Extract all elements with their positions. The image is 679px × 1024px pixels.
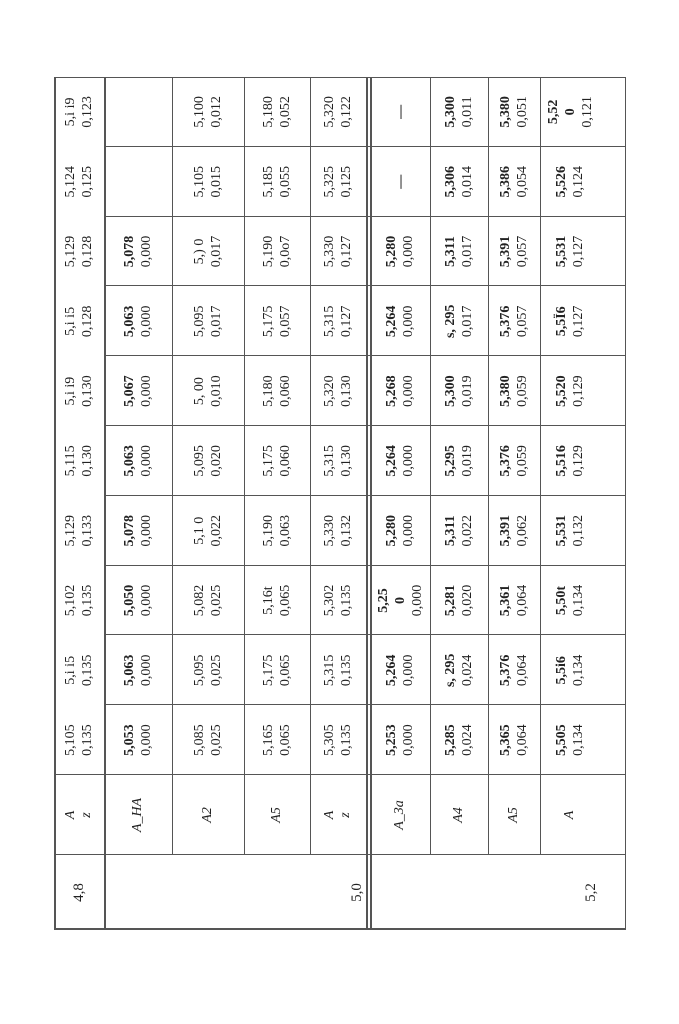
- cell-value: 5,5i6: [554, 656, 569, 685]
- cell-value: 5,380: [498, 375, 513, 407]
- cell-deviation: 0,132: [339, 514, 354, 547]
- cell-deviation: 0,060: [278, 375, 293, 407]
- column-divider: [104, 495, 626, 496]
- table-cell: [310, 217, 366, 287]
- table-cell: [54, 356, 104, 426]
- cell-deviation: 0,000: [139, 514, 154, 547]
- cell-value: 5,175: [261, 654, 276, 687]
- table-cell: [370, 286, 430, 356]
- cell-deviation: 0,132: [571, 514, 586, 547]
- cell-value: 5,124: [63, 165, 78, 198]
- cell-value: 5,105: [192, 165, 207, 198]
- column-divider: [104, 146, 626, 147]
- table-cell: [430, 566, 488, 636]
- table-cell: [310, 496, 366, 566]
- cell-value: 5,315: [322, 654, 337, 687]
- cell-deviation: 0,000: [409, 584, 425, 617]
- cell-deviation: 0,124: [571, 165, 586, 198]
- cell-value: 5,311: [443, 236, 458, 267]
- table-cell: [244, 566, 310, 636]
- cell-value: 5,320: [322, 375, 337, 407]
- table-cell: [430, 705, 488, 775]
- cell-value: 5,50t: [554, 585, 569, 616]
- cell-value: 5,053: [122, 724, 137, 756]
- cell-deviation: 0,128: [80, 235, 95, 268]
- table-cell: [172, 217, 244, 287]
- table-cell: [54, 147, 104, 217]
- cell-value: 5,52 0: [545, 99, 578, 125]
- cell-value: 5,i i9: [63, 97, 78, 127]
- param-label: A2: [200, 807, 215, 823]
- table-cell: [488, 566, 540, 636]
- table-cell: [244, 286, 310, 356]
- cell-deviation: 0,064: [515, 584, 530, 617]
- cell-value: 5,16t: [261, 586, 276, 615]
- cell-deviation: 0,135: [339, 584, 354, 617]
- cell-value: 5,078: [122, 514, 137, 547]
- cell-deviation: 0,017: [460, 235, 475, 268]
- cell-value: 5,180: [261, 96, 276, 128]
- cell-value: 5,129: [63, 235, 78, 268]
- table-border-bottom: [625, 77, 627, 930]
- cell-value: 5,376: [498, 305, 513, 338]
- table-cell: [172, 496, 244, 566]
- cell-value: —: [392, 174, 408, 189]
- cell-deviation: 0,017: [460, 305, 475, 338]
- cell-deviation: 0,000: [139, 654, 154, 687]
- cell-deviation: 0,000: [139, 724, 154, 756]
- table-cell: [104, 705, 172, 775]
- param-label: A_3a: [392, 800, 407, 830]
- cell-value: 5,115: [63, 445, 78, 477]
- cell-deviation: 0,134: [571, 724, 586, 756]
- cell-deviation: 0,024: [460, 654, 475, 687]
- table-cell: [430, 635, 488, 705]
- cell-value: 5,330: [322, 235, 337, 268]
- cell-deviation: 0,000: [139, 584, 154, 617]
- cell-deviation: 0,128: [80, 305, 95, 338]
- cell-value: 5,095: [192, 654, 207, 687]
- cell-deviation: 0,010: [209, 375, 224, 407]
- param-label: A5: [269, 807, 284, 823]
- cell-value: 5,380: [498, 96, 513, 128]
- cell-value: 5,063: [122, 445, 137, 477]
- cell-deviation: 0,134: [571, 654, 586, 687]
- cell-value: 5,391: [498, 235, 513, 268]
- cell-value: 5,361: [498, 584, 513, 617]
- table-cell: [488, 496, 540, 566]
- table-cell: [244, 426, 310, 496]
- column-divider: [104, 634, 626, 635]
- table-cell: [540, 356, 600, 426]
- cell-value: 5,095: [192, 445, 207, 477]
- table-cell: [54, 566, 104, 636]
- cell-value: 5,078: [122, 235, 137, 268]
- cell-value: 5,100: [192, 96, 207, 128]
- table-cell: [430, 217, 488, 287]
- cell-deviation: 0,135: [339, 654, 354, 687]
- table-cell: [172, 566, 244, 636]
- cell-deviation: 0,000: [401, 654, 416, 687]
- cell-deviation: 0,055: [278, 165, 293, 198]
- table-cell: [54, 217, 104, 287]
- cell-value: 5,376: [498, 654, 513, 687]
- cell-value: 5,281: [443, 584, 458, 617]
- table-cell: [172, 356, 244, 426]
- cell-deviation: 0,020: [209, 445, 224, 477]
- cell-deviation: 0,025: [209, 724, 224, 756]
- cell-value: 5,516: [554, 445, 569, 477]
- cell-deviation: 0,017: [209, 305, 224, 338]
- cell-value: 5,050: [122, 584, 137, 617]
- table-cell: [540, 77, 600, 147]
- table-cell: [104, 217, 172, 287]
- cell-deviation: 0,024: [460, 724, 475, 756]
- cell-deviation: 0,014: [460, 165, 475, 198]
- cell-deviation: 0,130: [80, 445, 95, 477]
- table-cell: [244, 77, 310, 147]
- cell-deviation: 0,059: [515, 445, 530, 477]
- table-cell: [430, 77, 488, 147]
- row-label: 4,8: [70, 883, 87, 902]
- table-cell: [310, 635, 366, 705]
- cell-value: —: [392, 104, 408, 119]
- cell-deviation: 0,011: [460, 96, 475, 128]
- table-cell: [104, 356, 172, 426]
- cell-value: 5,526: [554, 165, 569, 198]
- table-cell: [370, 426, 430, 496]
- table-cell: [54, 426, 104, 496]
- cell-value: 5,295: [443, 445, 458, 477]
- cell-value: 5,520: [554, 375, 569, 407]
- table-cell: [310, 705, 366, 775]
- table-cell: [488, 705, 540, 775]
- cell-deviation: 0,000: [401, 375, 416, 407]
- cell-deviation: 0,134: [571, 584, 586, 617]
- table-cell: [310, 426, 366, 496]
- table-cell: [54, 705, 104, 775]
- param-label: A5: [506, 807, 521, 823]
- cell-value: 5,376: [498, 445, 513, 477]
- cell-deviation: 0,122: [339, 96, 354, 128]
- table-cell: [370, 705, 430, 775]
- cell-deviation: 0,130: [339, 445, 354, 477]
- cell-value: 5,306: [443, 165, 458, 198]
- cell-deviation: 0,000: [401, 445, 416, 477]
- cell-deviation: 0,012: [209, 96, 224, 128]
- cell-value: 5,180: [261, 375, 276, 407]
- cell-value: 5,105: [63, 724, 78, 756]
- cell-deviation: 0,064: [515, 654, 530, 687]
- table-cell: [540, 705, 600, 775]
- cell-value: 5,i i9: [63, 376, 78, 406]
- cell-value: 5,285: [443, 724, 458, 756]
- cell-deviation: 0,135: [80, 584, 95, 617]
- table-cell: [430, 426, 488, 496]
- cell-value: s, 295: [443, 653, 458, 688]
- cell-value: 5,531: [554, 235, 569, 268]
- param-label: A: [562, 810, 577, 820]
- cell-value: 5,175: [261, 445, 276, 477]
- cell-value: 5,391: [498, 514, 513, 547]
- table-cell: [488, 217, 540, 287]
- table-cell: [104, 77, 172, 147]
- table-cell: [244, 217, 310, 287]
- cell-deviation: 0,065: [278, 584, 293, 617]
- table-cell: [540, 566, 600, 636]
- table-cell: [540, 635, 600, 705]
- cell-deviation: 0,000: [139, 235, 154, 268]
- cell-value: 5,280: [384, 514, 399, 547]
- cell-value: s, 295: [443, 304, 458, 339]
- cell-value: 5,190: [261, 235, 276, 268]
- cell-value: 5,063: [122, 654, 137, 687]
- cell-deviation: 0,125: [80, 165, 95, 198]
- cell-value: 5,5Ï6: [554, 306, 569, 337]
- table-cell: [540, 496, 600, 566]
- table-cell: [104, 286, 172, 356]
- cell-value: 5,320: [322, 96, 337, 128]
- table-cell: [172, 286, 244, 356]
- cell-deviation: 0,000: [401, 305, 416, 338]
- table-cell: [488, 426, 540, 496]
- cell-deviation: 0,051: [515, 96, 530, 128]
- cell-value: 5,i i5: [63, 655, 78, 685]
- cell-deviation: 0,127: [339, 235, 354, 268]
- table-cell: [310, 147, 366, 217]
- cell-value: 5,330: [322, 514, 337, 547]
- cell-deviation: 0,017: [209, 235, 224, 268]
- table-cell: [540, 217, 600, 287]
- table-cell: [172, 77, 244, 147]
- cell-deviation: 0,135: [339, 724, 354, 756]
- table-cell: [310, 356, 366, 426]
- table-cell: [104, 635, 172, 705]
- table-cell: [370, 635, 430, 705]
- cell-deviation: 0,025: [209, 584, 224, 617]
- cell-deviation: 0,000: [401, 724, 416, 756]
- cell-value: 5,067: [122, 375, 137, 407]
- cell-deviation: 0,052: [278, 96, 293, 128]
- cell-value: 5,264: [384, 305, 399, 338]
- cell-deviation: 0,057: [515, 305, 530, 338]
- cell-value: 5,302: [322, 584, 337, 617]
- table-cell: [54, 635, 104, 705]
- cell-value: 5,264: [384, 654, 399, 687]
- cell-deviation: 0,019: [460, 445, 475, 477]
- column-divider: [104, 355, 626, 356]
- cell-value: 5,1 0: [192, 516, 207, 545]
- table-cell: [540, 426, 600, 496]
- column-divider: [104, 216, 626, 217]
- cell-deviation: 0,127: [571, 305, 586, 338]
- table-cell: [244, 147, 310, 217]
- table-cell: [370, 147, 430, 217]
- column-divider: [104, 425, 626, 426]
- group-label: 5,0: [349, 883, 365, 902]
- table-cell: [370, 356, 430, 426]
- cell-value: 5,386: [498, 165, 513, 198]
- cell-deviation: 0,063: [278, 514, 293, 547]
- cell-value: 5,190: [261, 514, 276, 547]
- cell-value: 5, 00: [192, 377, 207, 406]
- param-label: A_HA: [130, 797, 145, 833]
- table-cell: [244, 705, 310, 775]
- table-cell: [430, 286, 488, 356]
- cell-deviation: 0,000: [139, 375, 154, 407]
- table-cell: [104, 496, 172, 566]
- table-cell: [172, 705, 244, 775]
- cell-value: 5,315: [322, 445, 337, 477]
- cell-value: 5,280: [384, 235, 399, 268]
- param-label: A z: [63, 810, 94, 820]
- cell-value: 5,305: [322, 724, 337, 756]
- cell-deviation: 0,127: [571, 235, 586, 268]
- cell-deviation: 0,130: [339, 375, 354, 407]
- cell-value: 5,095: [192, 305, 207, 338]
- cell-deviation: 0,064: [515, 724, 530, 756]
- cell-value: 5,165: [261, 724, 276, 756]
- group-divider: [366, 77, 368, 930]
- cell-deviation: 0,000: [139, 445, 154, 477]
- cell-value: 5,25 0: [375, 588, 408, 613]
- cell-deviation: 0,123: [80, 96, 95, 128]
- data-table: [54, 77, 626, 930]
- table-cell: [172, 426, 244, 496]
- cell-value: 5,264: [384, 445, 399, 477]
- cell-value: 5,531: [554, 514, 569, 547]
- cell-deviation: 0,022: [460, 514, 475, 547]
- table-cell: [488, 635, 540, 705]
- cell-value: 5,365: [498, 724, 513, 756]
- cell-value: 5,300: [443, 375, 458, 407]
- table-cell: [54, 496, 104, 566]
- cell-deviation: 0,062: [515, 514, 530, 547]
- table-cell: [488, 356, 540, 426]
- cell-deviation: 0,125: [339, 165, 354, 198]
- cell-deviation: 0,121: [579, 96, 595, 128]
- cell-value: 5,505: [554, 724, 569, 756]
- cell-value: 5,082: [192, 584, 207, 617]
- cell-deviation: 0,135: [80, 724, 95, 756]
- cell-deviation: 0,000: [139, 305, 154, 338]
- table-cell: [540, 147, 600, 217]
- cell-deviation: 0,129: [571, 375, 586, 407]
- cell-deviation: 0,019: [460, 375, 475, 407]
- cell-value: 5,) 0: [192, 238, 207, 265]
- param-label: A z: [322, 810, 353, 820]
- cell-value: 5,268: [384, 375, 399, 407]
- cell-value: 5,085: [192, 724, 207, 756]
- cell-deviation: 0,057: [515, 235, 530, 268]
- table-cell: [370, 566, 430, 636]
- cell-deviation: 0,025: [209, 654, 224, 687]
- table-cell: [310, 77, 366, 147]
- table-cell: [540, 286, 600, 356]
- cell-deviation: 0,057: [278, 305, 293, 338]
- cell-value: 5,315: [322, 305, 337, 338]
- cell-value: 5,175: [261, 305, 276, 338]
- cell-deviation: 0,130: [80, 375, 95, 407]
- cell-deviation: 0,129: [571, 445, 586, 477]
- cell-deviation: 0,000: [401, 235, 416, 268]
- table-cell: [370, 496, 430, 566]
- cell-deviation: 0,059: [515, 375, 530, 407]
- cell-value: 5,185: [261, 165, 276, 198]
- cell-value: 5,i i5: [63, 306, 78, 336]
- cell-deviation: 0,135: [80, 654, 95, 687]
- column-divider: [104, 565, 626, 566]
- table-cell: [172, 147, 244, 217]
- group-label: 5,2: [583, 883, 599, 902]
- cell-deviation: 0,054: [515, 165, 530, 198]
- table-cell: [370, 217, 430, 287]
- column-divider: [104, 285, 626, 286]
- cell-value: 5,253: [384, 724, 399, 756]
- cell-deviation: 0,0o7: [278, 235, 293, 268]
- param-label: A4: [451, 807, 466, 823]
- table-cell: [430, 496, 488, 566]
- cell-value: 5,102: [63, 584, 78, 617]
- cell-value: 5,063: [122, 305, 137, 338]
- cell-deviation: 0,022: [209, 514, 224, 547]
- table-cell: [244, 496, 310, 566]
- cell-value: 5,311: [443, 515, 458, 547]
- table-cell: [488, 147, 540, 217]
- cell-deviation: 0,015: [209, 165, 224, 198]
- table-cell: [104, 147, 172, 217]
- table-cell: [430, 356, 488, 426]
- cell-deviation: 0,133: [80, 514, 95, 547]
- cell-deviation: 0,127: [339, 305, 354, 338]
- cell-deviation: 0,065: [278, 724, 293, 756]
- cell-deviation: 0,065: [278, 654, 293, 687]
- table-cell: [310, 286, 366, 356]
- table-cell: [54, 286, 104, 356]
- table-cell: [488, 77, 540, 147]
- table-cell: [104, 426, 172, 496]
- table-cell: [244, 635, 310, 705]
- table-cell: [172, 635, 244, 705]
- table-cell: [244, 356, 310, 426]
- cell-deviation: 0,020: [460, 584, 475, 617]
- table-cell: [488, 286, 540, 356]
- table-cell: [370, 77, 430, 147]
- cell-value: 5,325: [322, 165, 337, 198]
- cell-value: 5,129: [63, 514, 78, 547]
- table-cell: [310, 566, 366, 636]
- cell-value: 5,300: [443, 96, 458, 128]
- table-cell: [54, 77, 104, 147]
- cell-deviation: 0,000: [401, 514, 416, 547]
- column-divider: [104, 704, 626, 705]
- table-cell: [104, 566, 172, 636]
- cell-deviation: 0,060: [278, 445, 293, 477]
- table-cell: [430, 147, 488, 217]
